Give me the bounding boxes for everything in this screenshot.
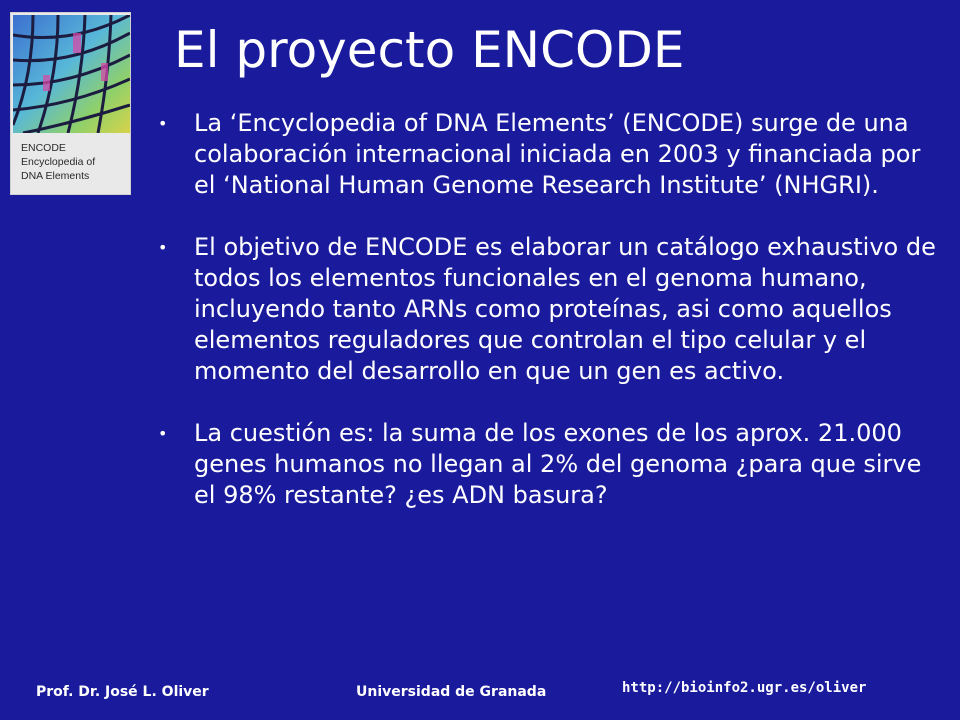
logo-line-2: Encyclopedia of (21, 156, 96, 168)
footer-university: Universidad de Granada (356, 684, 547, 700)
slide-title: El proyecto ENCODE (174, 21, 685, 79)
bullet-item (158, 232, 948, 387)
dna-grid-logo-icon (13, 15, 130, 133)
bullet-text: La ‘Encyclopedia of DNA Elements’ (ENCODE) surge de una colaboración internacional iniciada en 2003 y financiada por el ‘National Human Genome Research Institute’ (NHGRI). (194, 109, 921, 199)
encode-logo (10, 12, 131, 195)
bullet-icon: • (158, 238, 168, 257)
bullet-text: La cuestión es: la suma de los exones de los aprox. 21.000 genes humanos no llegan al 2% del genoma ¿para que sirve el 98% restante? ¿es ADN basura? (194, 419, 922, 509)
bullet-item (158, 418, 948, 511)
footer-author: Prof. Dr. José L. Oliver (36, 684, 209, 700)
bullet-icon: • (158, 424, 168, 443)
bullet-list (158, 108, 948, 542)
bullet-text: El objetivo de ENCODE es elaborar un catálogo exhaustivo de todos los elementos funcionales en el genoma humano, incluyendo tanto ARNs como proteínas, asi como aquellos elementos reguladores que controlan el tipo celular y el momento del desarrollo en que un gen es activo. (194, 233, 936, 385)
footer-url-link[interactable]: http://bioinfo2.ugr.es/oliver (622, 680, 867, 696)
bullet-icon: • (158, 114, 168, 133)
logo-caption (21, 141, 95, 183)
logo-line-3: DNA Elements (21, 170, 90, 182)
bullet-item (158, 108, 948, 201)
logo-line-1: ENCODE (21, 142, 66, 154)
